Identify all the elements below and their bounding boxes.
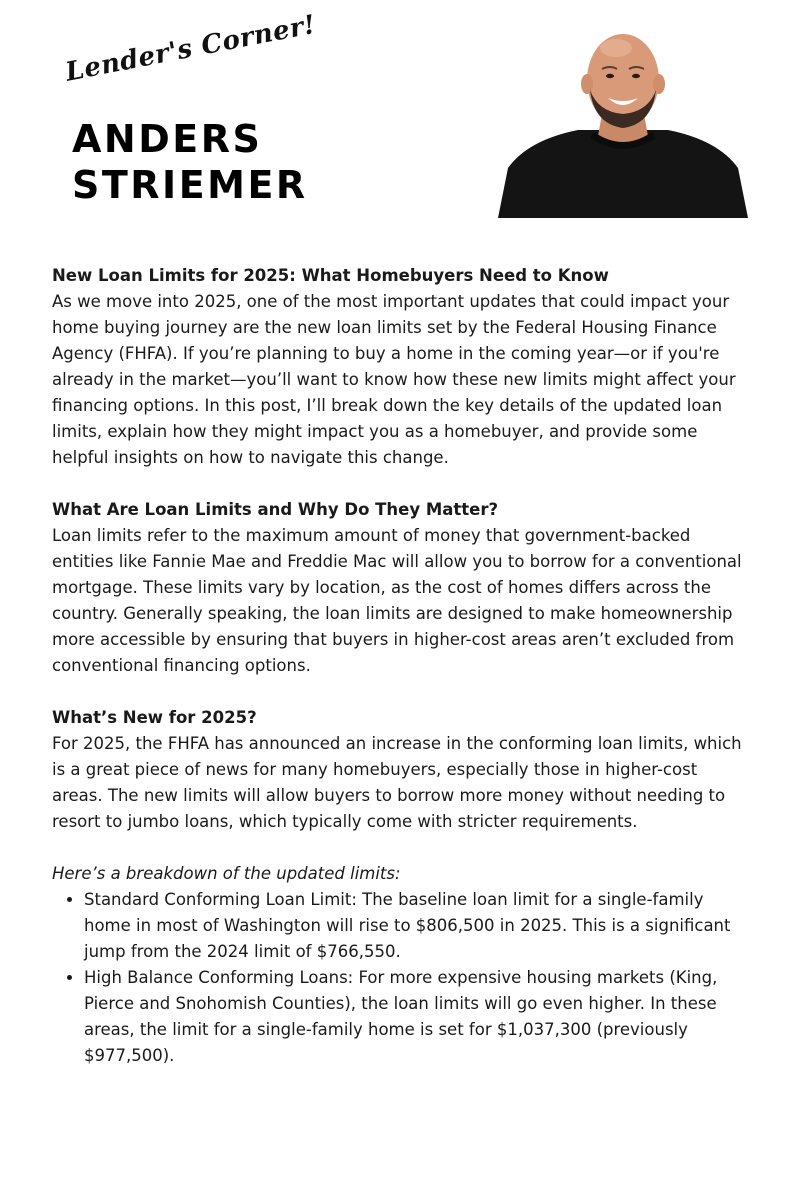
list-item: • Standard Conforming Loan Limit: The baseline loan limit for a single-family home in most of Washington will rise to $806,500 in 2025. This is a significant jump from the 2024 limit of $766,550. <box>84 887 752 965</box>
breakdown-intro: Here’s a breakdown of the updated limits: <box>52 864 401 883</box>
right-ear-shape <box>653 74 665 94</box>
author-name <box>72 116 308 208</box>
author-first-name: ANDERS <box>72 117 263 161</box>
section-paragraph: Loan limits refer to the maximum amount of money that government-backed entities like Fannie Mae and Freddie Mac will allow you to borrow for a conventional mortgage. These limits vary by location, as the cost of homes differs across the country. Generally speaking, the loan limits are designed to make homeownership more accessible by ensuring that buyers in higher-cost areas aren’t excluded from conventional financing options. <box>52 526 742 675</box>
section-heading: New Loan Limits for 2025: What Homebuyers Need to Know <box>52 266 609 285</box>
section-paragraph: For 2025, the FHFA has announced an increase in the conforming loan limits, which is a great piece of news for many homebuyers, especially those in higher-cost areas. The new limits will allow buyers to borrow more money without needing to resort to jumbo loans, which typically come with stricter requirements. <box>52 734 742 831</box>
author-last-name: STRIEMER <box>72 163 308 207</box>
section-breakdown <box>52 861 752 1069</box>
left-ear-shape <box>581 74 593 94</box>
lenders-corner-title: Lender's Corner! <box>63 9 319 88</box>
section-what-are-loan-limits <box>52 497 752 679</box>
section-new-loan-limits <box>52 263 752 471</box>
section-whats-new <box>52 705 752 835</box>
limits-list <box>52 887 752 1069</box>
section-paragraph: As we move into 2025, one of the most important updates that could impact your home buying journey are the new loan limits set by the Federal Housing Finance Agency (FHFA). If you’re planning to buy a home in the coming year—or if you're already in the market—you’ll want to know how these new limits might affect your financing options. In this post, I’ll break down the key details of the updated loan limits, explain how they might impact you as a homebuyer, and provide some helpful insights on how to navigate this change. <box>52 292 736 467</box>
article-body <box>52 263 752 1095</box>
header <box>0 0 800 240</box>
right-eye <box>632 74 640 78</box>
section-heading: What Are Loan Limits and Why Do They Matter? <box>52 500 499 519</box>
head-highlight <box>600 39 632 57</box>
section-heading: What’s New for 2025? <box>52 708 257 727</box>
left-eye <box>606 74 614 78</box>
list-item: • High Balance Conforming Loans: For more expensive housing markets (King, Pierce and Snohomish Counties), the loan limits will go even higher. In these areas, the limit for a single-family home is set for $1,037,300 (previously $977,500). <box>84 965 752 1069</box>
author-photo <box>498 28 748 218</box>
